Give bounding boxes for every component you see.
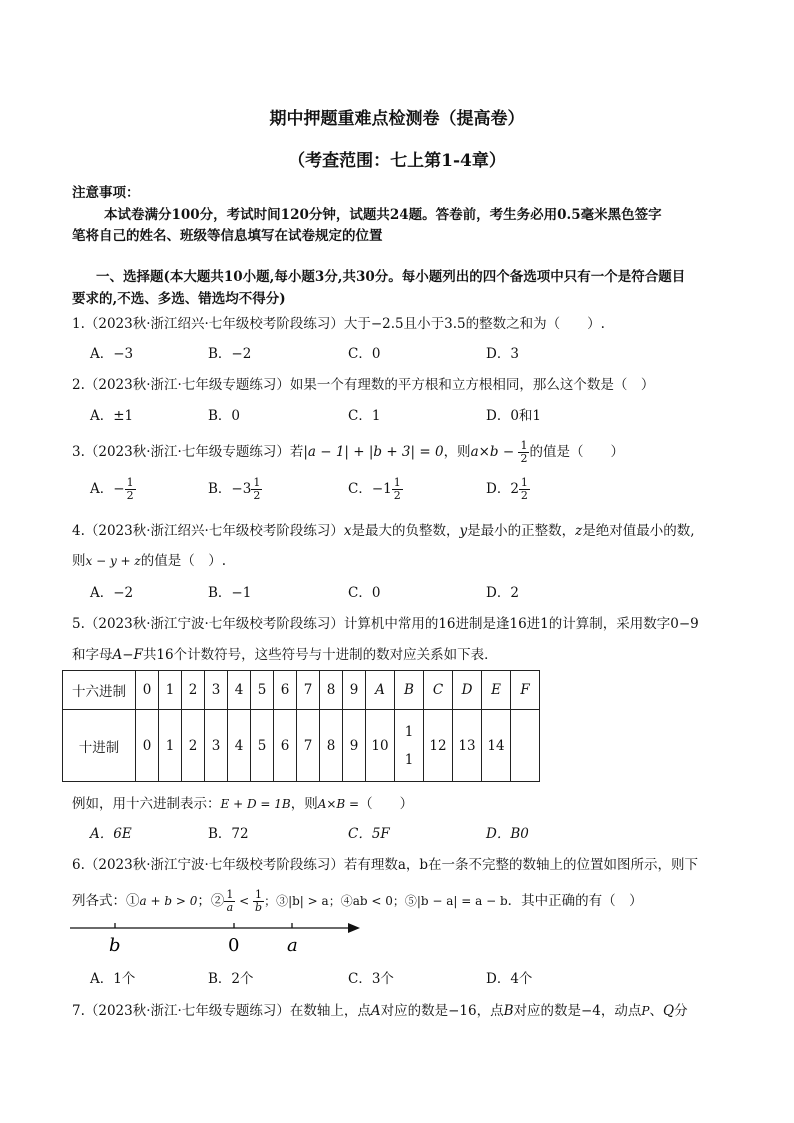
- question-3-condition: |a − 1| + |b + 3| = 0: [303, 444, 444, 460]
- table-cell: 9: [343, 710, 366, 782]
- table-cell: 9: [343, 671, 366, 710]
- table-row-decimal: [63, 710, 540, 782]
- question-2-option-c[interactable]: C．1: [348, 408, 381, 424]
- table-cell: 0: [136, 710, 159, 782]
- table-cell: 6: [274, 671, 297, 710]
- question-3-text: [72, 440, 624, 465]
- table-cell: F: [511, 671, 540, 710]
- question-5-example: 例如，用十六进制表示：E + D = 1B，则A×B =（ ）: [72, 796, 414, 812]
- section-heading-line-2: 要求的,不选、多选、错选均不得分): [72, 291, 286, 307]
- table-cell: A: [366, 671, 395, 710]
- table-cell: 0: [136, 671, 159, 710]
- table-cell: 5: [251, 671, 274, 710]
- notice-line-2: 笔将自己的姓名、班级等信息填写在试卷规定的位置: [72, 228, 383, 244]
- table-cell: [511, 710, 540, 782]
- table-cell-label-hex: 十六进制: [63, 671, 136, 710]
- question-5-line-1: 5.（2023秋·浙江宁波·七年级校考阶段练习）计算机中常用的16进制是逢16进1的计算制，采用数字0−9: [72, 616, 699, 632]
- question-2-option-b[interactable]: B．0: [208, 408, 241, 424]
- question-1-text: 1.（2023秋·浙江绍兴·七年级校考阶段练习）大于−2.5且小于3.5的整数之和为（ ）.: [72, 316, 605, 332]
- table-cell: C: [424, 671, 453, 710]
- hex-decimal-table: [62, 670, 540, 782]
- question-5-line-2: 和字母A−F共16个计数符号，这些符号与十进制的数对应关系如下表．: [72, 647, 498, 663]
- table-cell: 2: [182, 671, 205, 710]
- question-6-line-1: 6.（2023秋·浙江宁波·七年级校考阶段练习）若有理数a，b在一条不完整的数轴上的位置如图所示，则下: [72, 857, 699, 873]
- question-3-expression: a×b −: [470, 444, 515, 460]
- question-1-option-a[interactable]: A．−3: [90, 346, 134, 362]
- table-cell: 3: [205, 710, 228, 782]
- axis-label-zero: 0: [228, 935, 240, 955]
- axis-label-b: b: [109, 935, 121, 955]
- table-cell: 5: [251, 710, 274, 782]
- table-cell: 2: [182, 710, 205, 782]
- section-heading-line-1: 一、选择题(本大题共10小题,每小题3分,共30分。每小题列出的四个备选项中只有一个是符合题目: [96, 269, 686, 285]
- table-cell: 6: [274, 710, 297, 782]
- question-3-mid: ，则: [443, 444, 471, 460]
- page-title: 期中押题重难点检测卷（提高卷）: [269, 109, 525, 129]
- table-cell: 14: [482, 710, 511, 782]
- table-cell: 8: [320, 671, 343, 710]
- table-row-hex: [63, 671, 540, 710]
- notice-line-1: 本试卷满分100分，考试时间120分钟，试题共24题。答卷前，考生务必用0.5毫米黑色签字: [104, 207, 662, 223]
- table-cell: 12: [424, 710, 453, 782]
- question-4-option-c[interactable]: C．0: [348, 585, 381, 601]
- question-3-option-a[interactable]: A．− $\frac{1}{2}$: [90, 476, 134, 502]
- question-3-fraction: $\frac{1}{2}$: [520, 439, 528, 465]
- question-1-option-b[interactable]: B．−2: [208, 346, 252, 362]
- table-cell: D: [453, 671, 482, 710]
- table-cell: 10: [366, 710, 395, 782]
- table-cell-label-decimal: 十进制: [63, 710, 136, 782]
- question-3-option-d[interactable]: D．2 $\frac{1}{2}$: [486, 476, 528, 502]
- question-4-line-2: 则x − y + z的值是（ ）.: [72, 553, 227, 569]
- question-4-option-a[interactable]: A．−2: [90, 585, 134, 601]
- table-cell: 4: [228, 710, 251, 782]
- question-4-line-1: 4.（2023秋·浙江绍兴·七年级校考阶段练习）x是最大的负整数，y是最小的正整数，z是绝对值最小的数,: [72, 523, 695, 539]
- number-line: [70, 915, 370, 955]
- question-3-option-b[interactable]: B．−3 $\frac{1}{2}$: [208, 476, 261, 502]
- table-cell: 4: [228, 671, 251, 710]
- question-6-option-b[interactable]: B．2个: [208, 971, 254, 987]
- question-2-text: 2.（2023秋·浙江·七年级专题练习）如果一个有理数的平方根和立方根相同，那么这个数是（ ）: [72, 377, 655, 393]
- table-cell: 7: [297, 710, 320, 782]
- question-6-option-a[interactable]: A．1个: [90, 971, 136, 987]
- table-cell: E: [482, 671, 511, 710]
- table-cell: 1: [159, 710, 182, 782]
- table-cell: 1: [159, 671, 182, 710]
- table-cell: 8: [320, 710, 343, 782]
- page-subtitle: （考查范围：七上第1-4章）: [288, 151, 506, 171]
- question-4-option-d[interactable]: D．2: [486, 585, 519, 601]
- question-3-prefix: 3.（2023秋·浙江·七年级专题练习）若: [72, 444, 304, 460]
- arrow-right-icon: [348, 923, 360, 933]
- question-5-option-d[interactable]: D．B0: [486, 826, 529, 842]
- notice-label: 注意事项：: [72, 185, 140, 201]
- question-6-line-2: 列各式：①a + b > 0；② $\frac{1}{a}$ < $\frac{1}{b}$ ；③|b| > a；④ab < 0；⑤|b − a| = a − b．其中正确的有（ ）: [72, 888, 643, 914]
- question-7-text: 7.（2023秋·浙江·七年级专题练习）在数轴上，点A对应的数是−16，点B对应的数是−4，动点P、Q分: [72, 1003, 688, 1019]
- question-2-option-d[interactable]: D．0和1: [486, 408, 542, 424]
- question-1-option-c[interactable]: C．0: [348, 346, 381, 362]
- table-cell: 3: [205, 671, 228, 710]
- question-6-option-d[interactable]: D．4个: [486, 971, 533, 987]
- table-cell-wrapped: 1 1: [395, 710, 424, 782]
- question-3-option-c[interactable]: C．−1 $\frac{1}{2}$: [348, 476, 401, 502]
- question-3-suffix: 的值是（ ）: [529, 444, 624, 460]
- question-6-option-c[interactable]: C．3个: [348, 971, 394, 987]
- question-5-option-a[interactable]: A．6E: [90, 826, 132, 842]
- question-1-option-d[interactable]: D．3: [486, 346, 519, 362]
- question-2-option-a[interactable]: A．±1: [90, 408, 134, 424]
- axis-label-a: a: [287, 935, 298, 955]
- question-4-option-b[interactable]: B．−1: [208, 585, 252, 601]
- question-5-option-b[interactable]: B．72: [208, 826, 249, 842]
- table-cell: 13: [453, 710, 482, 782]
- table-cell: B: [395, 671, 424, 710]
- table-cell: 7: [297, 671, 320, 710]
- question-5-option-c[interactable]: C．5F: [348, 826, 390, 842]
